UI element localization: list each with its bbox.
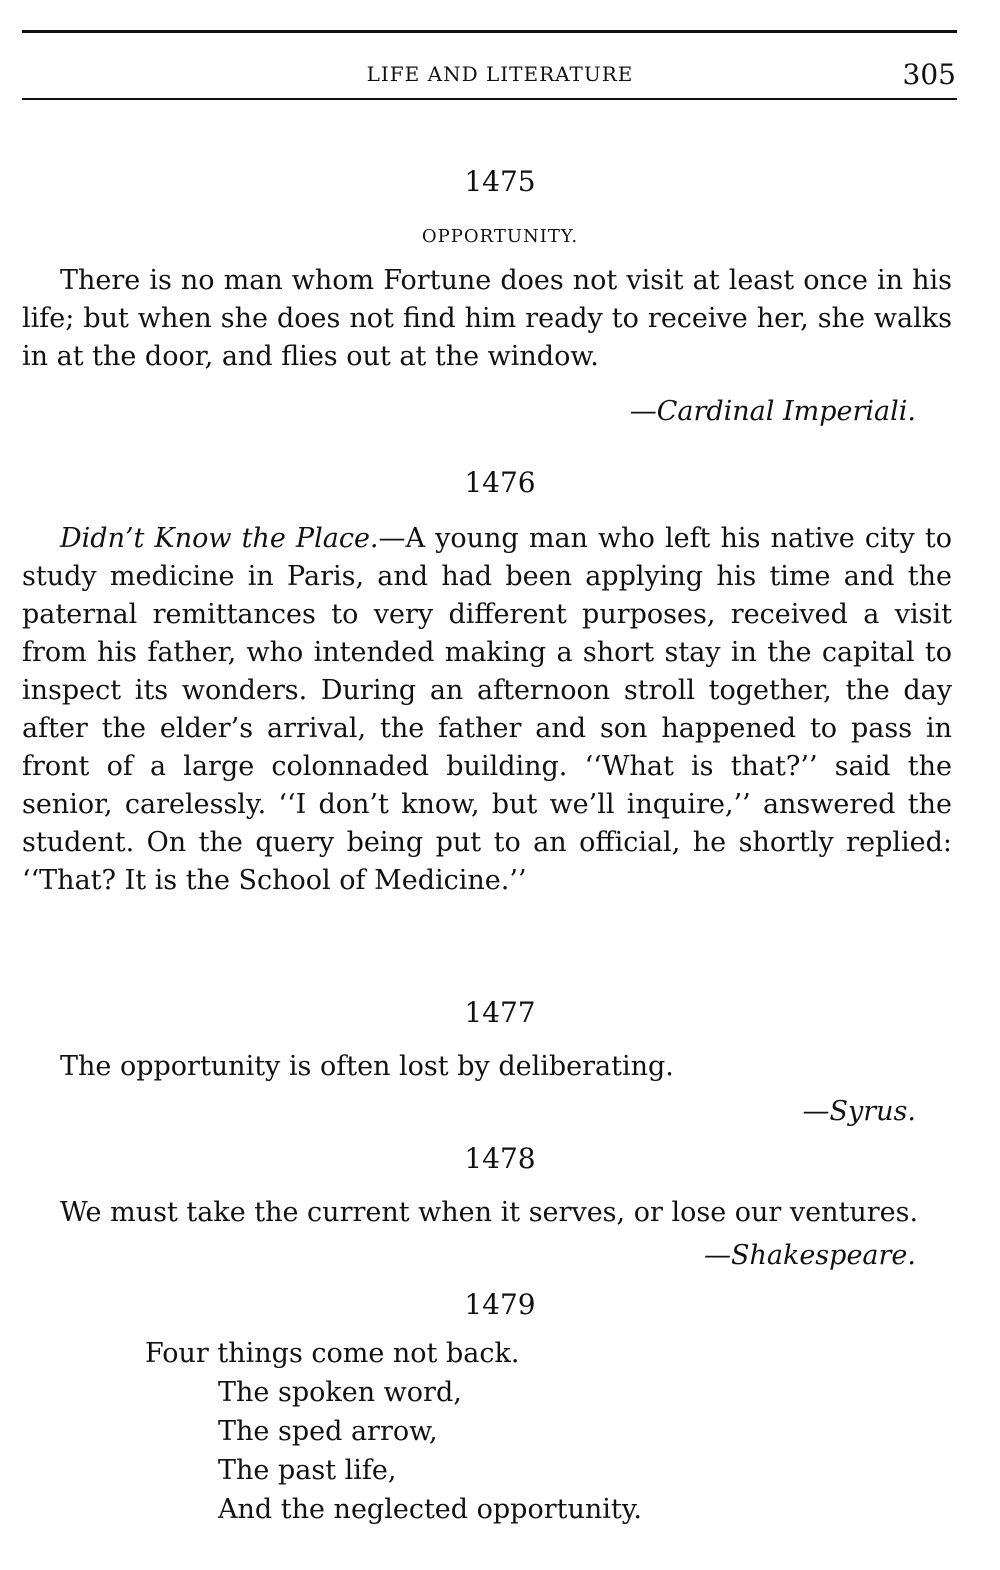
entry-number-1479: 1479 [464,1288,536,1321]
poem-line-3: The sped arrow, [218,1416,438,1447]
poem-line-5: And the neglected opportunity. [218,1494,642,1525]
entry-attribution-1477: —Syrus. [802,1096,916,1127]
header-rule [22,98,957,100]
entry-number-1477: 1477 [464,996,536,1029]
entry-heading-1475: OPPORTUNITY. [421,226,579,247]
entry-text-1475: There is no man whom Fortune does not visit at least once in his life; but when she does not find him ready to receive her, she walks in at the door, and flies out at the window. [22,265,952,372]
entry-text-1478: We must take the current when it serves, or lose our ventures. [60,1197,919,1228]
entry-attribution-1475: —Cardinal Imperiali. [629,396,916,427]
entry-text-1477: The opportunity is often lost by deliberating. [60,1051,674,1082]
page-number: 305 [902,58,956,91]
top-rule [22,30,957,33]
running-title: LIFE AND LITERATURE [366,62,634,86]
entry-title-1476: Didn’t Know the Place. [60,523,379,554]
entry-text-1476 [22,520,952,900]
entry-attribution-1478: —Shakespeare. [703,1240,916,1271]
poem-line-2: The spoken word, [218,1377,462,1408]
entry-body-1476: —A young man who left his native city to study medicine in Paris, and had been applying his time and the paternal remittances to very different purposes, received a visit from his father, who intended making a short stay in the capital to inspect its wonders. During an afternoon stroll together, the day after the elder’s arrival, the father and son happened to pass in front of a large colonnaded building. ‘‘What is that?’’ said the senior, carelessly. ‘‘I don’t know, but we’ll inquire,’’ answered the student. On the query being put to an official, he shortly replied: ‘‘That? It is the School of Medicine.’’ [22,523,952,896]
entry-number-1476: 1476 [464,466,536,499]
poem-line-1: Four things come not back. [145,1338,520,1369]
poem-line-4: The past life, [218,1455,397,1486]
entry-number-1478: 1478 [464,1142,536,1175]
entry-number-1475: 1475 [464,165,536,198]
